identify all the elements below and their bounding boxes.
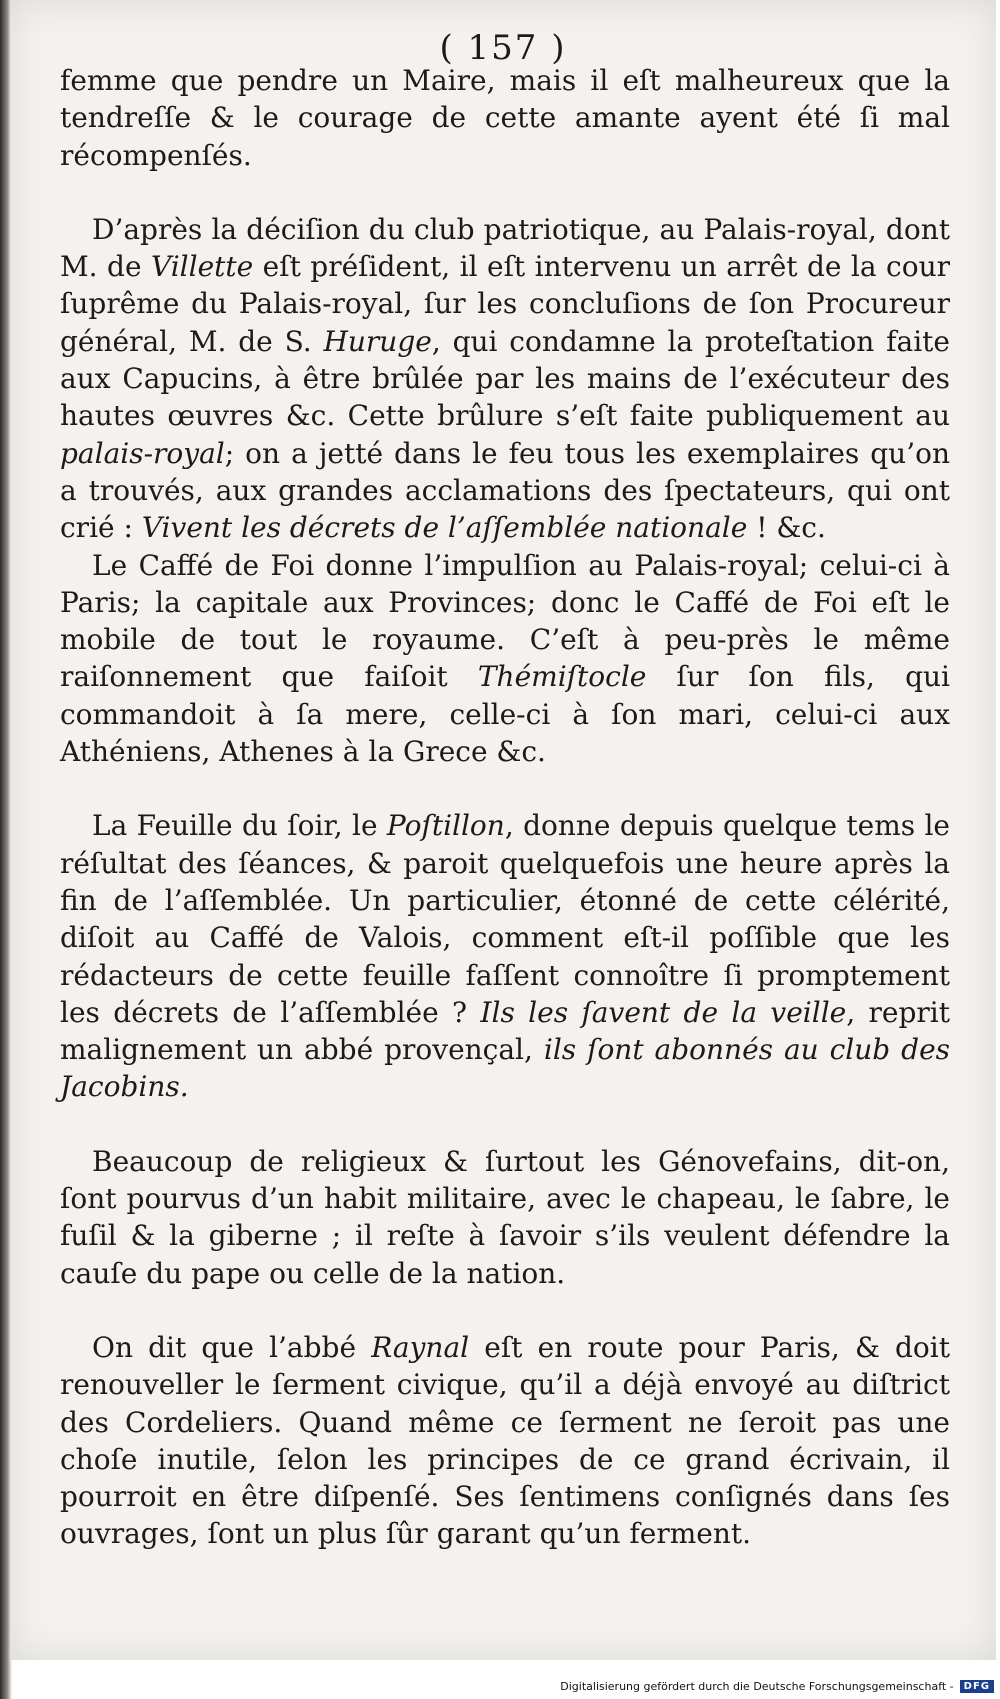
text-run: , qui condamne la proteſtation faite aux Capucins, à être brûlée par les mains de l’exécuteur des hautes œuvres &c. Cette brûlure s’eſt faite publiquement au (60, 324, 950, 433)
italic-text: Ils les ſavent de la veille (480, 995, 847, 1029)
text-run: , reprit malignement un abbé provençal, (60, 995, 950, 1067)
text-run: Le Caffé de Foi donne l’impulſion au Palais-royal; celui-ci à Paris; la capitale aux Provinces; donc le Caffé de Foi eſt le mobile de tout le royaume. C’eſt à peu-près le même raiſonnement que faiſoit (60, 548, 950, 694)
italic-text: Thémiſtocle (477, 660, 647, 694)
text-run: ; on a jetté dans le feu tous les exemplaires qu’on a trouvés, aux grandes acclamations des ſpectateurs, qui ont crié : (60, 436, 950, 545)
paragraph-1 (60, 62, 950, 174)
text-run: D’après la déciſion du club patriotique, au Palais-royal, dont M. de (60, 212, 950, 284)
italic-text: Poſtillon (386, 809, 505, 843)
paragraph-2 (60, 211, 950, 547)
text-run: eſt préſident, il eſt intervenu un arrêt de la cour ſuprême du Palais-royal, ſur les concluſions de ſon Procureur général, M. de S. (60, 250, 950, 358)
page-number: ( 157 ) (439, 28, 567, 68)
text-run: ! &c. (747, 511, 826, 545)
text-run: On dit que l’abbé (92, 1330, 372, 1364)
paragraph-5 (60, 1143, 950, 1292)
italic-text: Huruge (323, 324, 432, 358)
italic-text: Vivent les décrets de l’aſſemblée nationale (141, 511, 748, 545)
text-run: Beaucoup de religieux & ſurtout les Génovefains, dit-on, ſont pourvus d’un habit militaire, avec le chapeau, le ſabre, le fuſil & la giberne ; il reſte à ſavoir s’ils veulent défendre la cauſe du pape ou celle de la nation. (60, 1144, 950, 1290)
text-run: eſt en route pour Paris, & doit renouveller le ſerment civique, qu’il a déjà envoyé au diſtrict des Cordeliers. Quand même ce ſerment ne ſeroit pas une choſe inutile, ſelon les principes de ce grand écrivain, il pourroit en être diſpenſé. Ses ſentimens conſignés dans ſes ouvrages, ſont un plus ſûr garant qu’un ferment. (60, 1330, 950, 1551)
book-page (10, 0, 996, 1660)
dfg-logo: DFG (960, 1680, 994, 1693)
paragraph-4 (60, 807, 950, 1105)
text-run: La Feuille du ſoir, le (92, 809, 387, 843)
page-body (60, 62, 950, 1553)
text-run: ſur ſon fils, qui commandoit à ſa mere, celle-ci à ſon mari, celui-ci aux Athéniens, Athenes à la Grece &c. (60, 660, 950, 769)
text-run: , donne depuis quelque tems le réſultat des ſéances, & paroit quelquefois une heure après la fin de l’aſſemblée. Un particulier, étonné de cette célérité, diſoit au Caffé de Valois, comment eſt-il poſſible que les rédacteurs de cette feuille faſſent connoître ſi promptement les décrets de l’aſſemblée ? (60, 809, 950, 1029)
italic-text: palais-royal (60, 436, 225, 470)
italic-text: Villette (150, 250, 254, 284)
digitization-footer (560, 1680, 994, 1693)
text-run: femme que pendre un Maire, mais il eſt malheureux que la tendreſſe & le courage de cette amante ayent été ſi mal récompenſés. (60, 64, 950, 172)
digitization-credit: Digitalisierung gefördert durch die Deutsche Forschungsgemeinschaft - (560, 1680, 954, 1693)
italic-text: Raynal (371, 1330, 470, 1364)
paragraph-3 (60, 547, 950, 771)
italic-text: ils ſont abonnés au club des Jacobins. (60, 1033, 951, 1104)
paragraph-6 (60, 1329, 950, 1553)
